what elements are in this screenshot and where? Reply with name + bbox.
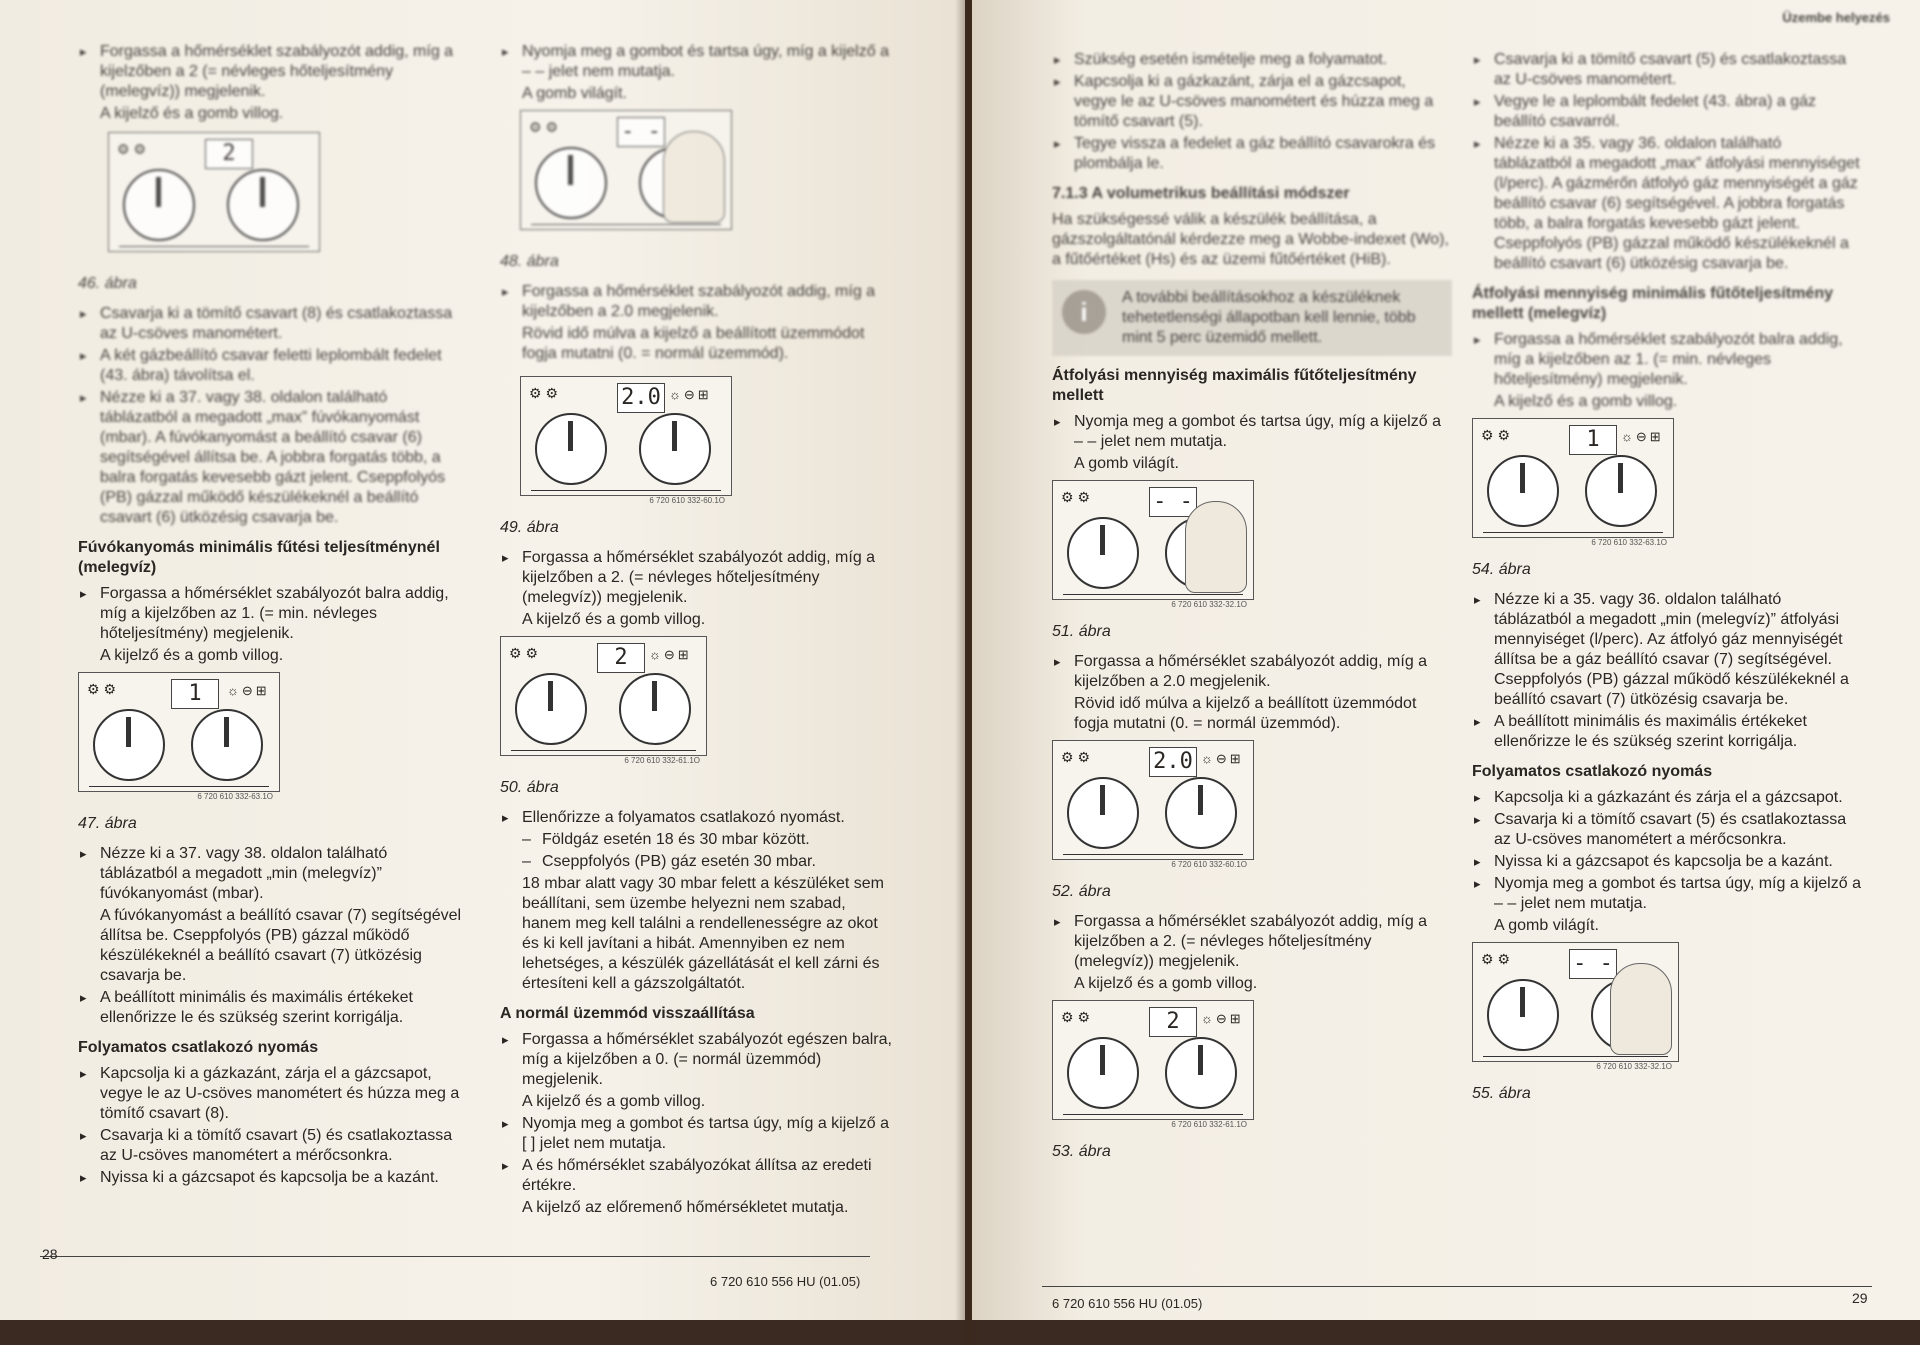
footer-rule bbox=[1042, 1286, 1872, 1287]
dial-icon bbox=[619, 673, 691, 745]
figure-code: 6 720 610 332-32.1O bbox=[1596, 1062, 1672, 1071]
running-header: Üzembe helyezés bbox=[1782, 10, 1890, 25]
text-line: ▸ Forgassa a hőmérséklet szabályozót addig, míg a kijelzőben a 2 (= névleges hőteljesítmény (melegvíz)) megjelenik. bbox=[78, 42, 468, 102]
info-box bbox=[1052, 280, 1452, 356]
mode-icons: ⚙⚙ bbox=[117, 141, 151, 157]
text-line: ▸ Kapcsolja ki a gázkazánt, zárja el a gázcsapot, vegye le az U-csöves manométert és húzza meg a tömítő csavart (5). bbox=[1052, 72, 1452, 132]
bullet-item: ▸ Csavarja ki a tömítő csavart (5) és csatlakoztassa az U-csöves manométert a mérőcsonkra. bbox=[1472, 810, 1862, 850]
document-number: 6 720 610 556 HU (01.05) bbox=[710, 1274, 861, 1289]
blurred-top-text bbox=[78, 42, 468, 528]
dial-icon bbox=[1067, 777, 1139, 849]
text-line: A gomb világít. bbox=[522, 85, 627, 102]
bullet-item: ▸ Nyissa ki a gázcsapot és kapcsolja be a kazánt. bbox=[78, 1168, 468, 1188]
mode-icons: ☼⊖⊞ bbox=[227, 683, 270, 698]
figure-code: 6 720 610 332-32.1O bbox=[1171, 600, 1247, 609]
lcd-display: - - bbox=[617, 117, 665, 147]
bullet-item: ▸ Nézze ki a 37. vagy 38. oldalon található táblázatból a megadott „min (melegvíz)” fúvókanyomást (mbar). bbox=[78, 844, 468, 904]
lcd-display: 2 bbox=[597, 643, 645, 673]
bullet-item: ▸ Nyomja meg a gombot és tartsa úgy, míg a kijelző a [ ] jelet nem mutatja. bbox=[500, 1114, 895, 1154]
section-heading: Átfolyási mennyiség maximális fűtőteljesítmény mellett bbox=[1052, 367, 1417, 404]
blurred-top-text bbox=[1052, 50, 1452, 356]
figure-code: 6 720 610 332-63.1O bbox=[1591, 538, 1667, 547]
dial-icon bbox=[535, 147, 607, 219]
hand-icon bbox=[1610, 963, 1672, 1055]
lcd-display: - - bbox=[1149, 487, 1197, 517]
figure-49 bbox=[520, 376, 732, 505]
bullet-item: ▸ Ellenőrizze a folyamatos csatlakozó nyomást. bbox=[500, 808, 895, 828]
text-line: ▸ Forgassa a hőmérséklet szabályozót balra addig, míg a kijelzőben az 1. (= min. névleges hőteljesítmény) megjelenik. bbox=[1472, 330, 1862, 390]
hand-icon bbox=[1185, 501, 1247, 593]
bullet-item: ▸ A beállított minimális és maximális értékeket ellenőrizze le és szükség szerint korrigálja. bbox=[78, 988, 468, 1028]
mode-icons: ☼⊖⊞ bbox=[669, 387, 712, 402]
scale-line bbox=[119, 246, 309, 247]
figure-code: 6 720 610 332-61.1O bbox=[624, 756, 700, 765]
figure-55 bbox=[1472, 942, 1679, 1071]
lcd-display: 1 bbox=[171, 679, 219, 709]
dial-icon bbox=[191, 709, 263, 781]
mode-icons: ⚙⚙ bbox=[1061, 1009, 1095, 1025]
text-line: ▸ Nyomja meg a gombot és tartsa úgy, míg a kijelző a – – jelet nem mutatja. bbox=[500, 42, 895, 82]
dial-icon bbox=[1067, 517, 1139, 589]
info-icon: i bbox=[1062, 290, 1106, 334]
text-line: ▸ Nézze ki a 37. vagy 38. oldalon található táblázatból a megadott „max” fúvókanyomást (mbar). A fúvókanyomást a beállító csavar (6) segítségével állítsa be. A jobbra forgatás több, a balra forgatás kevesebb gázt jelent. Cseppfolyós (PB) gázzal működő készülékeknél a beállító csavart (6) ütközésig csavarja be. bbox=[78, 388, 468, 528]
dial-icon bbox=[1585, 455, 1657, 527]
mode-icons: ⚙⚙ bbox=[87, 681, 121, 697]
figure-caption: 52. ábra bbox=[1052, 883, 1111, 900]
text-line: ▸ Szükség esetén ismételje meg a folyamatot. bbox=[1052, 50, 1452, 70]
bullet-subtext: Rövid idő múlva a kijelző a beállított üzemmódot fogja mutatni (0. = normál üzemmód). bbox=[1074, 695, 1417, 732]
dash-item: – Cseppfolyós (PB) gáz esetén 30 mbar. bbox=[500, 852, 895, 872]
bullet-subtext: A gomb világít. bbox=[1494, 917, 1599, 934]
bullet-subtext: A kijelző és a gomb villog. bbox=[100, 647, 284, 664]
mode-icons: ⚙⚙ bbox=[1481, 427, 1515, 443]
bullet-item: ▸ A beállított minimális és maximális értékeket ellenőrizze le és szükség szerint korrigálja. bbox=[1472, 712, 1862, 752]
paragraph: Ha szükségessé válik a készülék beállítása, a gázszolgáltatónál kérdezze meg a Wobbe-indexet (Wo), a fűtőértéket (Hs) és az üzemi fűtőértéket (HiB). bbox=[1052, 211, 1449, 268]
figure-46 bbox=[108, 132, 320, 252]
bullet-item: ▸ Csavarja ki a tömítő csavart (5) és csatlakoztassa az U-csöves manométert a mérőcsonkra. bbox=[78, 1126, 468, 1166]
text-line: ▸ Vegye le a leplombált fedelet (43. ábra) a gáz beállító csavarról. bbox=[1472, 92, 1862, 132]
document-number: 6 720 610 556 HU (01.05) bbox=[1052, 1296, 1203, 1311]
text-line: Rövid idő múlva a kijelző a beállított üzemmódot fogja mutatni (0. = normál üzemmód). bbox=[522, 325, 865, 362]
bullet-item: ▸ Kapcsolja ki a gázkazánt és zárja el a gázcsapot. bbox=[1472, 788, 1862, 808]
blurred-top-text bbox=[500, 42, 895, 364]
mode-icons: ⚙⚙ bbox=[1061, 489, 1095, 505]
figure-caption: 50. ábra bbox=[500, 779, 559, 796]
bullet-item: ▸ Forgassa a hőmérséklet szabályozót addig, míg a kijelzőben a 2.0 megjelenik. bbox=[1052, 652, 1452, 692]
figure-code: 6 720 610 332-61.1O bbox=[1171, 1120, 1247, 1129]
figure-51 bbox=[1052, 480, 1254, 609]
figure-code: 6 720 610 332-60.1O bbox=[649, 496, 725, 505]
mode-icons: ⚙⚙ bbox=[529, 119, 563, 135]
right-col-2 bbox=[1472, 48, 1862, 1114]
text-line: A kijelző és a gomb villog. bbox=[100, 105, 284, 122]
dial-icon bbox=[1487, 455, 1559, 527]
hand-icon bbox=[663, 131, 725, 223]
dial-icon bbox=[639, 413, 711, 485]
section-heading: Átfolyási mennyiség minimális fűtőteljesítmény mellett (melegvíz) bbox=[1472, 285, 1833, 322]
figure-47 bbox=[78, 672, 280, 801]
lcd-display: 1 bbox=[1569, 425, 1617, 455]
section-heading: A normál üzemmód visszaállítása bbox=[500, 1005, 755, 1022]
section-heading: Folyamatos csatlakozó nyomás bbox=[78, 1039, 319, 1056]
section-heading: Folyamatos csatlakozó nyomás bbox=[1472, 763, 1713, 780]
dial-icon bbox=[1165, 777, 1237, 849]
right-col-1 bbox=[1052, 48, 1452, 1172]
mode-icons: ⚙⚙ bbox=[529, 385, 563, 401]
bullet-subtext: A gomb világít. bbox=[1074, 455, 1179, 472]
bullet-subtext: A kijelző és a gomb villog. bbox=[522, 1093, 706, 1110]
text-line: ▸ Csavarja ki a tömítő csavart (5) és csatlakoztassa az U-csöves manométert. bbox=[1472, 50, 1862, 90]
section-heading: Fúvókanyomás minimális fűtési teljesítménynél (melegvíz) bbox=[78, 539, 440, 576]
lcd-display: 2 bbox=[1149, 1007, 1197, 1037]
page-number: 28 bbox=[42, 1246, 58, 1262]
text-line: ▸ Forgassa a hőmérséklet szabályozót addig, míg a kijelzőben a 2.0 megjelenik. bbox=[500, 282, 895, 322]
dial-icon bbox=[123, 169, 195, 241]
text-line: A kijelző és a gomb villog. bbox=[1494, 393, 1678, 410]
page-number: 29 bbox=[1852, 1290, 1868, 1306]
footer-rule bbox=[40, 1256, 870, 1257]
figure-caption: 55. ábra bbox=[1472, 1085, 1531, 1102]
dial-icon bbox=[1487, 979, 1559, 1051]
bullet-item: ▸ Kapcsolja ki a gázkazánt, zárja el a gázcsapot, vegye le az U-csöves manométert és húzza meg a tömítő csavart (8). bbox=[78, 1064, 468, 1124]
dial-icon bbox=[227, 169, 299, 241]
text-line: ▸ Csavarja ki a tömítő csavart (8) és csatlakoztassa az U-csöves manométert. bbox=[78, 304, 468, 344]
lcd-display: - - bbox=[1569, 949, 1617, 979]
figure-caption: 47. ábra bbox=[78, 815, 137, 832]
mode-icons: ⚙⚙ bbox=[1061, 749, 1095, 765]
figure-caption: 51. ábra bbox=[1052, 623, 1111, 640]
figure-50 bbox=[500, 636, 707, 765]
lcd-display: 2.0 bbox=[1149, 747, 1197, 777]
figure-caption: 48. ábra bbox=[500, 253, 559, 270]
bullet-subtext: A kijelző és a gomb villog. bbox=[1074, 975, 1258, 992]
text-line: ▸ Tegye vissza a fedelet a gáz beállító csavarokra és plombálja le. bbox=[1052, 134, 1452, 174]
bullet-item: ▸ A és hőmérséklet szabályozókat állítsa az eredeti értékre. bbox=[500, 1156, 895, 1196]
bullet-item: ▸ Forgassa a hőmérséklet szabályozót addig, míg a kijelzőben a 2. (= névleges hőteljesítmény (melegvíz)) megjelenik. bbox=[1052, 912, 1452, 972]
bullet-item: ▸ Forgassa a hőmérséklet szabályozót egészen balra, míg a kijelzőben a 0. (= normál üzemmód) megjelenik. bbox=[500, 1030, 895, 1090]
figure-53 bbox=[1052, 1000, 1254, 1129]
dial-icon bbox=[515, 673, 587, 745]
dial-icon bbox=[1067, 1037, 1139, 1109]
blurred-top-text bbox=[1472, 50, 1862, 412]
left-page bbox=[0, 0, 965, 1320]
mode-icons: ⚙⚙ bbox=[509, 645, 543, 661]
dial-icon bbox=[1165, 1037, 1237, 1109]
figure-code: 6 720 610 332-63.1O bbox=[197, 792, 273, 801]
right-page bbox=[972, 0, 1920, 1320]
lcd-display: 2 bbox=[205, 139, 253, 169]
figure-caption: 46. ábra bbox=[78, 275, 137, 292]
bullet-subtext: A kijelző és a gomb villog. bbox=[522, 611, 706, 628]
dash-item: – Földgáz esetén 18 és 30 mbar között. bbox=[500, 830, 895, 850]
figure-52 bbox=[1052, 740, 1254, 869]
mode-icons: ☼⊖⊞ bbox=[649, 647, 692, 662]
info-text: A további beállításokhoz a készüléknek tehetetlenségi állapotban kell lennie, több mint 5 perc üzemidő mellett. bbox=[1122, 289, 1416, 346]
figure-caption: 49. ábra bbox=[500, 519, 559, 536]
bullet-item: ▸ Nyomja meg a gombot és tartsa úgy, míg a kijelző a – – jelet nem mutatja. bbox=[1472, 874, 1862, 914]
bullet-item: ▸ Forgassa a hőmérséklet szabályozót addig, míg a kijelzőben a 2. (= névleges hőteljesítmény (melegvíz)) megjelenik. bbox=[500, 548, 895, 608]
figure-caption: 54. ábra bbox=[1472, 561, 1531, 578]
dial-icon bbox=[93, 709, 165, 781]
lcd-display: 2.0 bbox=[617, 383, 665, 413]
mode-icons: ☼⊖⊞ bbox=[1201, 751, 1244, 766]
bullet-subtext: A fúvókanyomást a beállító csavar (7) segítségével állítsa be. Cseppfolyós (PB) gázzal működő készülékeknél a beállító csavart (7) ütközésig csavarja be. bbox=[100, 907, 462, 984]
figure-48 bbox=[520, 110, 732, 230]
bullet-subtext: A kijelző az előremenő hőmérsékletet mutatja. bbox=[522, 1199, 849, 1216]
figure-54 bbox=[1472, 418, 1674, 547]
bullet-item: ▸ Nyomja meg a gombot és tartsa úgy, míg a kijelző a – – jelet nem mutatja. bbox=[1052, 412, 1452, 452]
mode-icons: ☼⊖⊞ bbox=[1201, 1011, 1244, 1026]
paragraph: 18 mbar alatt vagy 30 mbar felett a készüléket sem beállítani, sem üzembe helyezni nem szabad, hanem meg kell találni a rendellenességre az okot és ki kell javítani a hibát. Amennyiben ez nem lehetséges, a készülék gázellátását el kell zárni és értesíteni kell a gázszolgáltatót. bbox=[522, 875, 884, 992]
mode-icons: ⚙⚙ bbox=[1481, 951, 1515, 967]
figure-code: 6 720 610 332-60.1O bbox=[1171, 860, 1247, 869]
bullet-item: ▸ Nézze ki a 35. vagy 36. oldalon található táblázatból a megadott „min (melegvíz)” átfolyási mennyiséget (l/perc). Az átfolyó gáz mennyiségét állítsa be a gáz beállító csavar (7) segítségével. Cseppfolyós (PB) gázzal működő készülékeknél a beállító csavart (7) ütközésig csavarja be. bbox=[1472, 590, 1862, 710]
bullet-item: ▸ Nyissa ki a gázcsapot és kapcsolja be a kazánt. bbox=[1472, 852, 1862, 872]
text-line: ▸ A két gázbeállító csavar feletti leplombált fedelet (43. ábra) távolítsa el. bbox=[78, 346, 468, 386]
section-heading: 7.1.3 A volumetrikus beállítási módszer bbox=[1052, 185, 1350, 202]
figure-caption: 53. ábra bbox=[1052, 1143, 1111, 1160]
bullet-item: ▸ Forgassa a hőmérséklet szabályozót balra addig, míg a kijelzőben az 1. (= min. névleges hőteljesítmény) megjelenik. bbox=[78, 584, 468, 644]
text-line: ▸ Nézze ki a 35. vagy 36. oldalon található táblázatból a megadott „max” átfolyási mennyiséget (l/perc). A gázmérőn átfolyó gáz mennyiségét a gáz beállító csavar (6) segítségével. A jobbra forgatás több, a balra forgatás kevesebb gázt jelent. Cseppfolyós (PB) gázzal működő készülékeknél a beállító csavart (6) ütközésig csavarja be. bbox=[1472, 134, 1862, 274]
dial-icon bbox=[535, 413, 607, 485]
left-col-2 bbox=[500, 40, 895, 1220]
scale-line bbox=[531, 224, 721, 225]
mode-icons: ☼⊖⊞ bbox=[1621, 429, 1664, 444]
left-col-1 bbox=[78, 40, 468, 1190]
